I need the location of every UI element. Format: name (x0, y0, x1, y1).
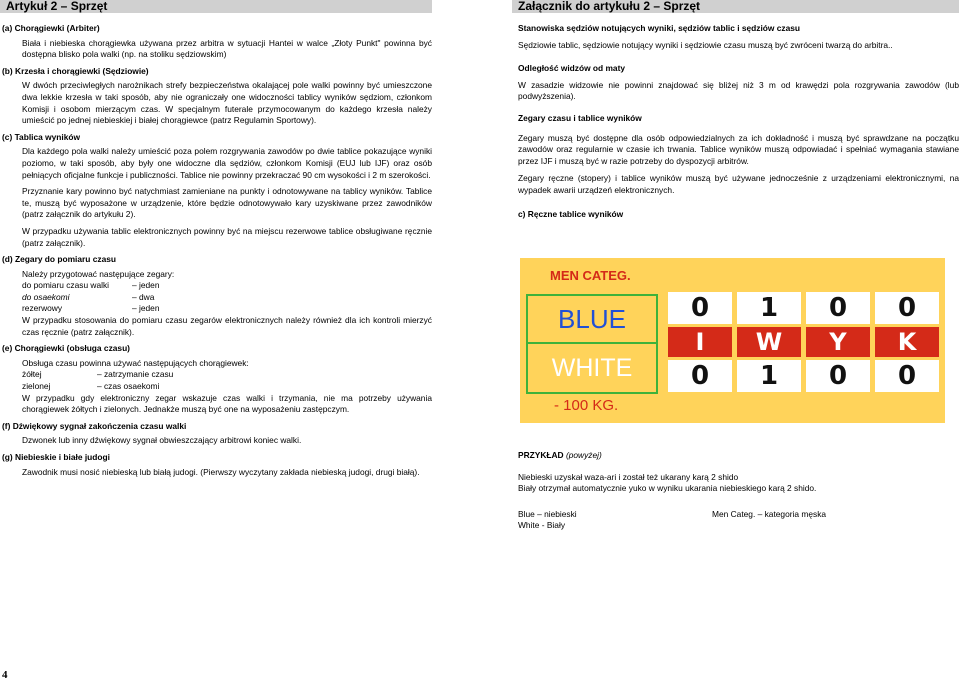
s2-title: Odległość widzów od maty (518, 63, 626, 74)
score-bottom-3: 0 (806, 360, 870, 392)
section-g-text: Zawodnik musi nosić niebieską lub białą judogi. (Pierwszy wyczytany zakłada niebieską judogi, drugi białą). (22, 466, 420, 477)
timer-list (22, 280, 432, 315)
score-top-4: 0 (875, 292, 939, 324)
timer-row-value: – jeden (132, 303, 160, 314)
timer-row (22, 303, 432, 315)
example-title: PRZYKŁAD (518, 450, 564, 460)
letter-koka: K (875, 327, 939, 357)
flag-row-value: – czas osaekomi (97, 381, 160, 392)
legend-row-2 (518, 520, 959, 532)
example-sub: (powyżej) (565, 450, 602, 460)
s1-text: Sędziowie tablic, sędziowie notujący wyniki i sędziowie czasu muszą być zwróceni twarzą do arbitra.. (518, 39, 893, 50)
section-a-title: (a) Chorągiewki (Arbiter) (2, 23, 100, 33)
timer-row (22, 292, 432, 304)
section-b-text-2: W specjalnym futerale przymocowanym do każdego krzesła należy umieścić po jednej niebieskiej i białej chorągiewce (patrz Regulamin Sportowy). (22, 103, 432, 126)
timer-row-label: do osaekomi (22, 291, 70, 302)
legend-category: Men Categ. – kategoria męska (712, 508, 827, 519)
manual-scoreboard (520, 258, 945, 423)
left-header: Artykuł 2 – Sprzęt (0, 0, 432, 13)
flag-row (22, 381, 432, 393)
flag-list (22, 369, 432, 392)
example-block (512, 450, 959, 532)
section-d-title: (d) Zegary do pomiaru czasu (2, 254, 117, 265)
example-line-1: Niebieski uzyskał waza-ari i został też ukarany karą 2 shido (518, 471, 739, 482)
timer-row-label: do pomiaru czasu walki (22, 280, 110, 291)
example-heading (518, 450, 959, 462)
section-e-intro: Obsługa czasu powinna używać następujących chorągiewek: (22, 357, 249, 368)
weight-label: - 100 KG. (554, 397, 619, 414)
s3-text-1: Zegary muszą być dostępne dla osób odpowiedzialnych za ich dokładność i muszą być sprawdzane na początku zawodów oraz regularnie w czasie ich trwania. Tablice wyników muszą odpowiadać i spełniać wymagania stawiane przez IJF i muszą być w razie potrzeby do dyspozycji arbitrów. (518, 132, 959, 166)
section-d-intro: Należy przygotować następujące zegary: (22, 268, 175, 279)
score-grid (668, 292, 940, 392)
score-top-3: 0 (806, 292, 870, 324)
section-c-text-3: W przypadku używania tablic elektronicznych powinny być na miejscu rezerwowe tablice obsługiwane ręcznie (patrz załącznik). (22, 225, 432, 248)
section-c-text-1: Dla każdego pola walki należy umieścić poza polem rozgrywania zawodów po dwie tablice pokazujące wyniki poziomo, w taki sposób, aby były one widoczne dla sędziów, członkom Komisji (EUJ lub IJF) oraz osób pełniących oficjalne funkcje i publiczności. Tablice nie powinny przekraczać 90 cm wysokości i 2 m szerokości. (22, 146, 432, 180)
section-b-text (22, 80, 432, 126)
score-bottom-4: 0 (875, 360, 939, 392)
letter-ippon: I (668, 327, 732, 357)
s3-title: Zegary czasu i tablice wyników (518, 112, 642, 123)
section-b-text-1: W dwóch przeciwległych narożnikach strefy bezpieczeństwa okalającej pole walki powinny być umieszczone dwa lekkie krzesła w taki sposób, aby nie ograniczały one widoczności tablicy wyników sędziom, członkom Komisji i osobom mierzącym czas. (22, 80, 432, 114)
flag-row-label: zielonej (22, 381, 51, 392)
section-c-text-2: Przyznanie kary powinno być natychmiast zamieniane na punkty i odnotowywane na tablicy wyników. Tablice te, muszą być wyposażone w urządzenie, które będzie odnotowywało kary uzyskiwane przez zawodników (patrz załącznik do artykułu 2). (22, 186, 432, 220)
left-column (0, 0, 432, 483)
white-label: WHITE (551, 354, 633, 382)
name-panel (526, 294, 658, 394)
score-bottom-1: 0 (668, 360, 732, 392)
category-label: MEN CATEG. (550, 268, 631, 283)
score-top-1: 0 (668, 292, 732, 324)
section-e-text: W przypadku gdy elektroniczny zegar wskazuje czas walki i trzymania, nie ma potrzeby używania chorągiewek żółtych i zielonych. Jednakże muszą być one na wyposażeniu zastępczym. (22, 392, 432, 415)
flag-row-label: żółtej (22, 369, 42, 380)
legend-blue: Blue – niebieski (518, 508, 577, 519)
s2-text: W zasadzie widzowie nie powinni znajdować się bliżej niż 3 m od krawędzi pola rozgrywania zawodów (lub podwyższenia). (518, 79, 959, 102)
timer-row-value: – jeden (132, 280, 160, 291)
section-f-title: (f) Dźwiękowy sygnał zakończenia czasu walki (2, 420, 187, 431)
right-column (512, 0, 959, 225)
score-bottom-2: 1 (737, 360, 801, 392)
letter-wazaari: W (737, 327, 801, 357)
section-c-title: (c) Tablica wyników (2, 131, 81, 142)
blue-label: BLUE (528, 296, 656, 344)
section-f-text: Dzwonek lub inny dźwiękowy sygnał obwieszczający arbitrowi koniec walki. (22, 435, 302, 446)
section-g-title: (g) Niebieskie i białe judogi (2, 452, 110, 462)
section-a-text: Biała i niebieska chorągiewka używana przez arbitra w sytuacji Hantei w walce „Złoty Punkt" powinna być dostępna blisko pola walki (np. na stoliku sędziowskim) (22, 37, 432, 60)
timer-row-value: – dwa (132, 291, 155, 302)
section-d-text: W przypadku stosowania do pomiaru czasu zegarów elektronicznych należy również dla ich kontroli mierzyć czas ręcznie (patrz załącznik). (22, 315, 432, 337)
section-b-title: (b) Krzesła i chorągiewki (Sędziowie) (2, 65, 149, 76)
timer-row (22, 280, 432, 292)
timer-row-label: rezerwowy (22, 303, 63, 314)
score-top-2: 1 (737, 292, 801, 324)
page-number: 4 (2, 669, 8, 681)
letter-yuko: Y (806, 327, 870, 357)
section-e-title: (e) Chorągiewki (obsługa czasu) (2, 343, 130, 354)
legend-row-1 (518, 509, 959, 521)
flag-row (22, 369, 432, 381)
legend-white: White - Biały (518, 520, 566, 531)
flag-row-value: – zatrzymanie czasu (97, 369, 174, 380)
s3-text-2: Zegary ręczne (stopery) i tablice wyników muszą być używane jednocześnie z urządzeniami elektronicznymi, na wypadek awarii urządzeń elektronicznych. (518, 173, 959, 195)
right-header: Załącznik do artykułu 2 – Sprzęt (512, 0, 959, 13)
example-line-2: Biały otrzymał automatycznie yuko w wyniku ukarania niebieskiego karą 2 shido. (518, 483, 817, 494)
s1-title: Stanowiska sędziów notujących wyniki, sędziów tablic i sędziów czasu (518, 23, 801, 33)
s4-title: c) Ręczne tablice wyników (518, 208, 624, 219)
